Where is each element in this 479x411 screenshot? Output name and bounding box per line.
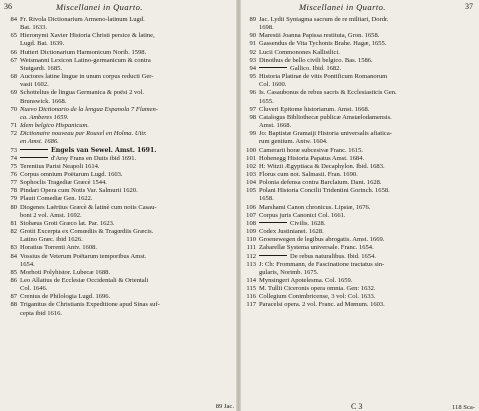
entry-number: 65 (10, 32, 17, 40)
entry-text: Polonia defensa contra Barclaium. Dant. 1628. (259, 179, 382, 187)
entry-body (259, 301, 479, 309)
entry-text: Paracelsi opera. 2 vol. Franc. ad Mœnum. 1603. (259, 301, 385, 309)
entry-body (259, 32, 479, 40)
left-page-header (0, 2, 236, 16)
entry-text: Plauti Comediæ Gen. 1622. (20, 195, 93, 203)
catalog-entry (0, 171, 236, 179)
catalog-entry (241, 57, 479, 65)
catalog-entry (241, 16, 479, 24)
catalog-entry (241, 285, 479, 293)
catalog-entry (241, 40, 479, 48)
entry-text: Jac. Lydii Syntagma sacrum de re militari, Dordr. (259, 16, 389, 23)
entry-text: Schottelius de lingua Germanica & poësi 2 vol. (20, 89, 145, 97)
entry-text: Collegium Conimbricense, 3 vol: Col. 1633. (259, 293, 376, 301)
entry-body (259, 285, 479, 293)
entry-text: Polani Historia Concilii Tridentini Gorinch. 1658. (259, 187, 390, 195)
entry-text: Catalogus Bibliothecæ publicæ Amstælodamensis. (259, 113, 392, 121)
entry-text: Florus cum not. Salmasii. Fran. 1690. (259, 170, 358, 178)
entry-number: 115 (246, 285, 256, 293)
entry-body (20, 171, 236, 179)
entry-body (20, 49, 236, 57)
entry-body (20, 228, 236, 236)
entry-body (259, 155, 479, 163)
entry-text: Fr. Rivola Dictionarium Armeno-latinum Lugd. (20, 16, 145, 23)
entry-continuation: 1698. (259, 24, 274, 32)
right-page-header (241, 2, 479, 16)
entry-number: 92 (249, 48, 256, 56)
entry-text: Corpus omnium Poëtarum Lugd. 1603. (20, 170, 123, 178)
entry-text: Zabarellæ Systema universale. Franc. 1654. (259, 244, 374, 252)
entry-number: 69 (10, 89, 17, 97)
entry-body (20, 253, 236, 261)
entry-body (20, 32, 236, 40)
entry-number: 67 (10, 56, 17, 64)
entry-number: 74 (10, 154, 17, 162)
catalog-entry (241, 114, 479, 122)
entry-number: 100 (246, 146, 256, 154)
entry-text: Auctores latine lingue in unum corpus reducti Ger- (20, 73, 154, 81)
right-entry-list (241, 16, 479, 310)
entry-continuation: Lugd. Bat. 1639. (20, 40, 65, 48)
entry-continuation: Col. 1600. (259, 81, 287, 89)
entry-number: 113 (246, 260, 256, 268)
entry-text: Hohenegg Historia Papatus Amst. 1684. (259, 154, 365, 162)
entry-body (20, 130, 236, 138)
catalog-entry (0, 301, 236, 309)
entry-number: 116 (246, 293, 256, 301)
entry-body (20, 57, 236, 65)
entry-body (259, 73, 479, 81)
ditto-rule (259, 222, 287, 223)
entry-text: Is. Casaubonus de rebus sacris & Ecclesiasticis Gen. (259, 89, 397, 97)
entry-number: 80 (10, 203, 17, 211)
left-page-number: 36 (4, 2, 12, 11)
entry-body (20, 187, 236, 195)
entry-text: Gassendus de Vita Tychonis Brahe. Hagæ, 1655. (259, 40, 387, 48)
entry-text: Engels van Sewel. Amst. 1691. (51, 146, 157, 154)
catalog-entry (241, 277, 479, 285)
entry-continuation: en Amst. 1686. (20, 138, 59, 146)
catalog-entry (241, 220, 479, 228)
catalog-entry (0, 253, 236, 261)
catalog-entry (241, 228, 479, 236)
entry-text: Gallico. Ibid. 1682. (290, 64, 342, 72)
entry-body (20, 16, 236, 24)
catalog-entry (0, 32, 236, 40)
catalog-entry (0, 49, 236, 57)
entry-body (20, 155, 236, 163)
entry-number: 73 (10, 146, 17, 154)
catalog-entry (0, 277, 236, 285)
entry-text: d'Arsy Frans en Duits ibid 1691. (51, 154, 137, 162)
entry-body (20, 163, 236, 171)
catalog-entry (0, 155, 236, 163)
entry-body (259, 293, 479, 301)
catalog-entry (0, 106, 236, 114)
entry-body (20, 89, 236, 97)
entry-body (20, 204, 236, 212)
entry-text: Stobæus Groti Græco lat. Par. 1623. (20, 219, 115, 227)
entry-continuation: Bat. 1633. (20, 24, 48, 32)
catalog-entry (0, 179, 236, 187)
entry-text: Horatius Torrenti Antv. 1608. (20, 244, 98, 252)
entry-continuation: Brunswick. 1668. (20, 97, 67, 105)
entry-body (259, 130, 479, 138)
entry-continuation: 1655. (259, 97, 274, 105)
entry-body (20, 195, 236, 203)
catalog-entry (241, 212, 479, 220)
entry-continuation: cepta ibid 1616. (20, 309, 62, 317)
entry-number: 105 (246, 187, 256, 195)
entry-continuation: gularis, Norimb. 1675. (259, 268, 319, 276)
catalog-entry (0, 73, 236, 81)
entry-number: 81 (10, 219, 17, 227)
left-catchword: 89 Jac. (215, 403, 234, 410)
catalog-entry (0, 204, 236, 212)
entry-continuation: boni 2 vol. Amst. 1692. (20, 211, 82, 219)
right-catchword: 118 Sca- (451, 404, 475, 411)
catalog-entry (0, 147, 236, 155)
entry-number: 75 (10, 162, 17, 170)
entry-text: Sophoclis Tragediæ Græcè 1544. (20, 179, 107, 187)
entry-body (20, 301, 236, 309)
catalog-entry (241, 236, 479, 244)
entry-number: 110 (246, 236, 256, 244)
right-page-number: 37 (465, 2, 473, 11)
entry-continuation: rum gentium. Antw. 1604. (259, 138, 328, 146)
entry-body (259, 228, 479, 236)
entry-continuation: Col. 1646. (20, 285, 48, 293)
entry-body (259, 220, 479, 228)
entry-number: 93 (249, 56, 256, 64)
entry-body (20, 73, 236, 81)
entry-text: Triganitus de Christianis Expeditione apud Sinas suf- (20, 301, 160, 309)
entry-number: 108 (246, 219, 256, 227)
catalog-entry (0, 244, 236, 252)
ditto-rule (20, 157, 48, 158)
entry-number: 101 (246, 154, 256, 162)
entry-number: 88 (10, 301, 17, 309)
entry-text: Mynsingeri Apotelesma. Col. 1659. (259, 277, 353, 284)
entry-number: 107 (246, 211, 256, 219)
entry-number: 111 (246, 244, 256, 252)
entry-text: Vossius de Veterum Poëtarum temporibus Amst. (20, 252, 147, 260)
entry-number: 90 (249, 32, 256, 40)
signature-mark: C 3 (351, 402, 363, 411)
catalog-entry (0, 122, 236, 130)
ditto-rule (20, 149, 48, 150)
entry-text: Cluveri Epitome historiarum. Amst. 1668. (259, 105, 370, 113)
entry-number: 82 (10, 228, 17, 236)
entry-text: Nuevo Dictionario de la lengua Espanola 7 Flamen- (20, 105, 159, 113)
catalog-entry (241, 253, 479, 261)
entry-number: 95 (249, 73, 256, 81)
catalog-entry (0, 130, 236, 138)
entry-number: 84 (10, 252, 17, 260)
catalog-entry (241, 89, 479, 97)
entry-number: 71 (10, 122, 17, 130)
entry-number: 78 (10, 187, 17, 195)
entry-continuation: Latino Græc. ibid 1626. (20, 236, 83, 244)
catalog-entry (241, 130, 479, 138)
catalog-entry (241, 261, 479, 269)
entry-body (259, 163, 479, 171)
entry-body (259, 179, 479, 187)
catalog-entry (241, 106, 479, 114)
entry-body (259, 204, 479, 212)
entry-number: 72 (10, 130, 17, 138)
entry-text: Terentius Parisi Neapoli 1614. (20, 162, 100, 170)
entry-continuation: 1658. (259, 195, 274, 203)
entry-body (20, 277, 236, 285)
catalog-entry (0, 195, 236, 203)
entry-text: Civilis. 1628. (290, 219, 326, 227)
catalog-entry (241, 163, 479, 171)
entry-text: Dinothus de bello civili belgico. Bas. 1586. (259, 56, 373, 64)
entry-number: 86 (10, 277, 17, 284)
entry-text: Codex Justinianei. 1628. (259, 228, 324, 236)
right-page (241, 0, 479, 411)
entry-text: Leo Allatius de Ecclesiæ Occidentali & Orientali (20, 277, 149, 284)
entry-number: 98 (249, 113, 256, 121)
entry-continuation: vasii 1602. (20, 81, 49, 89)
entry-number: 89 (249, 16, 256, 23)
entry-text: Lucii Commonones Kallistlici. (259, 48, 340, 56)
entry-body (259, 212, 479, 220)
entry-text: Idem belgico Hispanicum. (20, 122, 89, 130)
entry-body (20, 179, 236, 187)
entry-body (259, 236, 479, 244)
entry-text: H: Witzii Ægyptiaca & Decaphylon. Ibid. 1683. (259, 162, 385, 170)
entry-body (259, 253, 479, 261)
entry-number: 66 (10, 48, 17, 56)
entry-body (20, 244, 236, 252)
catalog-entry (241, 204, 479, 212)
entry-text: De rebus naturalibus. Ibid. 1654. (290, 252, 377, 260)
entry-text: Marshami Canon chronicus. Lipsiæ, 1676. (259, 203, 371, 211)
entry-text: Crenius de Philologia Lugd. 1696. (20, 293, 111, 301)
entry-number: 99 (249, 130, 256, 138)
entry-body (20, 293, 236, 301)
entry-text: Corpus juris Canonici Col. 1661. (259, 211, 346, 219)
entry-text: Hieronymi Xavier Historia Christi persice & latine, (20, 32, 155, 40)
entry-body (259, 89, 479, 97)
catalog-entry (0, 293, 236, 301)
entry-body (259, 49, 479, 57)
entry-number: 87 (10, 293, 17, 301)
left-running-title: Miscellanei in Quarto. (56, 2, 143, 12)
entry-text: Camerarii horæ subcesivæ Franc. 1615. (259, 146, 364, 154)
entry-body (20, 269, 236, 277)
entry-text: J: Ch: Frommann, de Fascinatione tractatus sin- (259, 260, 385, 268)
entry-continuation: Stutgardi. 1685. (20, 64, 63, 72)
entry-text: Historia Platinæ de vitis Pontificum Romanorum (259, 73, 388, 81)
catalog-entry (0, 228, 236, 236)
entry-body (259, 187, 479, 195)
entry-body (259, 277, 479, 285)
entry-number: 102 (246, 162, 256, 170)
entry-number: 103 (246, 170, 256, 178)
entry-body (259, 106, 479, 114)
entry-body (259, 114, 479, 122)
entry-text: M. Tullii Ciceronis opera omnia. Gen: 1632. (259, 285, 376, 293)
entry-text: Diogenes Laërtius Græcè & latinè cum notis Casau- (20, 203, 157, 211)
entry-body (20, 106, 236, 114)
catalog-entry (241, 147, 479, 155)
entry-number: 76 (10, 170, 17, 178)
entry-text: Jo: Baptistæ Gramaiji Historia universalis afiatica- (259, 130, 392, 138)
catalog-entry (0, 89, 236, 97)
catalog-entry (0, 187, 236, 195)
entry-number: 114 (246, 277, 256, 284)
entry-number: 117 (246, 301, 256, 309)
entry-number: 97 (249, 105, 256, 113)
entry-body (259, 16, 479, 24)
entry-text: Grotii Excerpta ex Comœdiis & Tragœdiis Græcis. (20, 228, 154, 236)
ditto-rule (259, 255, 287, 256)
catalog-entry (0, 57, 236, 65)
catalog-entry (241, 32, 479, 40)
entry-number: 68 (10, 73, 17, 81)
entry-text: Hutteri Dictionarium Harmonicum Norib. 1598. (20, 48, 147, 56)
entry-number: 84 (10, 16, 17, 23)
catalog-entry (241, 65, 479, 73)
entry-number: 83 (10, 244, 17, 252)
catalog-entry (241, 179, 479, 187)
entry-continuation: 1654. (20, 260, 35, 268)
entry-body (20, 147, 236, 155)
catalog-entry (0, 163, 236, 171)
catalog-entry (241, 73, 479, 81)
catalog-entry (241, 171, 479, 179)
entry-text: Dictionaire nouveau par Rouxel en Holma. Uitr. (20, 130, 147, 138)
left-page (0, 0, 236, 411)
entry-body (259, 65, 479, 73)
entry-body (259, 40, 479, 48)
entry-body (259, 147, 479, 155)
catalog-entry (241, 155, 479, 163)
entry-number: 96 (249, 89, 256, 97)
entry-number: 70 (10, 105, 17, 113)
entry-continuation: Amst. 1668. (259, 122, 292, 130)
entry-text: Marestii Joanna Papissa restituta, Gron. 1658. (259, 32, 380, 40)
entry-number: 94 (249, 64, 256, 72)
entry-number: 106 (246, 203, 256, 211)
catalog-entry (0, 220, 236, 228)
entry-text: Groenewegen de legibus abrogatis. Amst. 1669. (259, 236, 385, 244)
entry-text: Weismanni Lexicon Latino-germanicum & contra (20, 56, 151, 64)
ditto-rule (259, 67, 287, 68)
entry-number: 109 (246, 228, 256, 236)
catalog-entry (241, 301, 479, 309)
entry-text: Pindari Opera cum Notis Var. Salmurii 1620. (20, 187, 138, 195)
catalog-entry (0, 16, 236, 24)
entry-body (259, 171, 479, 179)
entry-body (20, 122, 236, 130)
catalog-entry (0, 269, 236, 277)
catalog-entry (241, 187, 479, 195)
entry-body (259, 57, 479, 65)
entry-number: 77 (10, 179, 17, 187)
entry-text: Morhoti Polyhistor. Lubecæ 1688. (20, 268, 111, 276)
left-entry-list (0, 16, 236, 318)
entry-number: 104 (246, 179, 256, 187)
entry-number: 85 (10, 268, 17, 276)
entry-continuation: ca. Amberes 1659. (20, 113, 69, 121)
catalog-entry (241, 244, 479, 252)
entry-body (259, 261, 479, 269)
catalog-entry (241, 49, 479, 57)
entry-number: 79 (10, 195, 17, 203)
right-running-title: Miscellanei in Quarto. (299, 2, 386, 12)
entry-number: 91 (249, 40, 256, 48)
entry-number: 112 (246, 252, 256, 260)
entry-body (20, 220, 236, 228)
entry-body (259, 244, 479, 252)
catalog-entry (241, 293, 479, 301)
